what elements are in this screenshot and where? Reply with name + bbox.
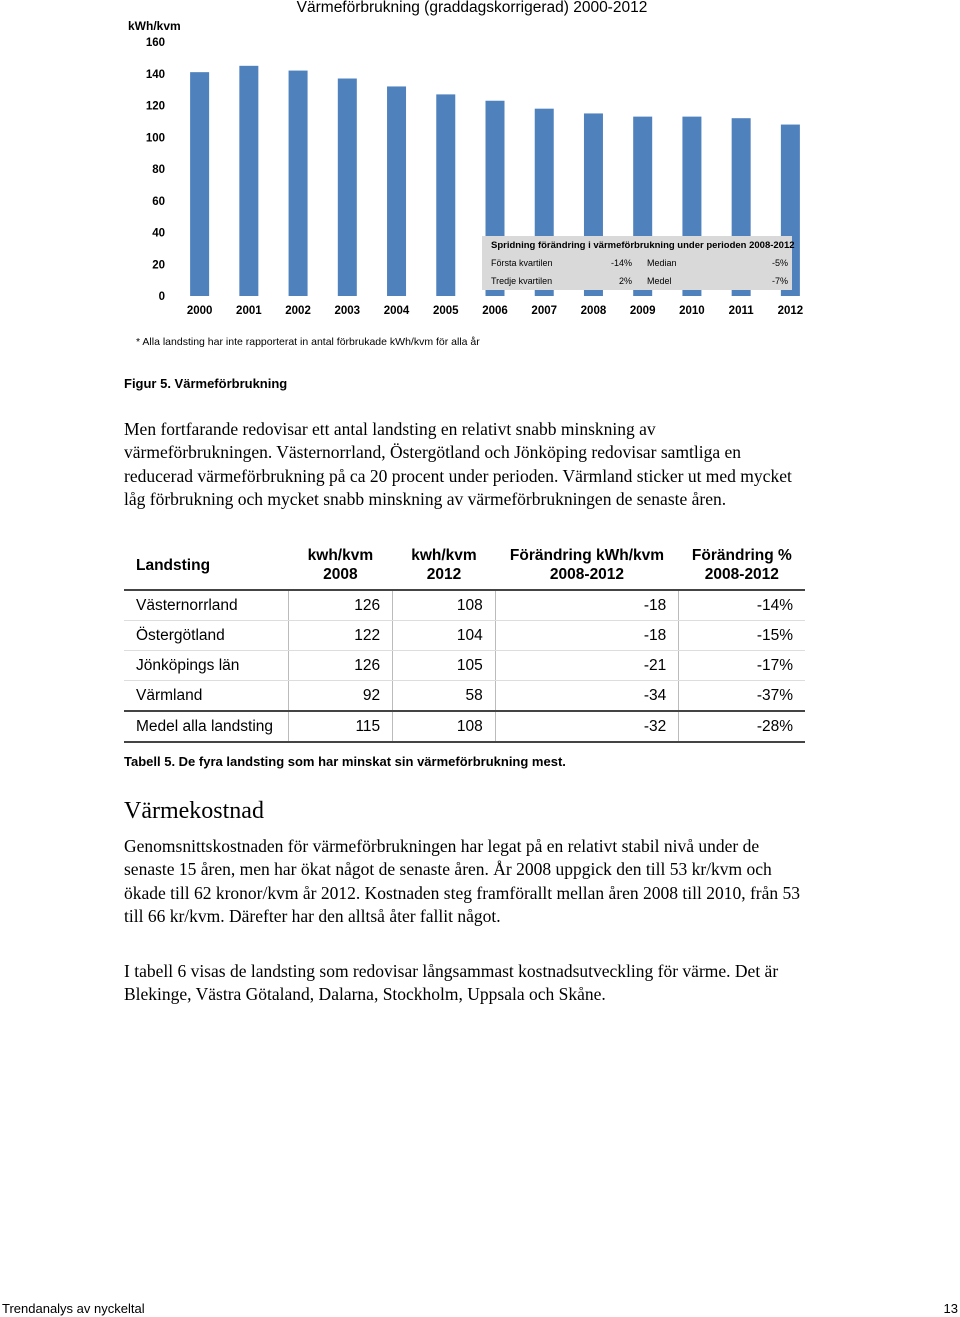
x-tick-label: 2006	[482, 305, 508, 317]
y-tick-label: 40	[152, 227, 165, 240]
table-cell: -34	[495, 681, 678, 712]
table-header-row	[124, 541, 805, 590]
bar-2004	[387, 86, 406, 296]
bar-2002	[289, 71, 308, 296]
table-cell: 105	[393, 651, 496, 681]
table-cell: 126	[288, 590, 393, 621]
spread-box-title: Spridning förändring i värmeförbrukning under perioden 2008-2012	[491, 240, 795, 251]
mean-value: -7%	[771, 276, 788, 286]
table-cell: 104	[393, 621, 496, 651]
heat-consumption-chart	[120, 0, 820, 330]
third-quartile-value: 2%	[618, 276, 632, 286]
body-paragraph-2: Genomsnittskostnaden för värmeförbrukningen har legat på en relativt stabil nivå under de senaste 15 åren, men har ökat något de senaste åren. År 2008 uppgick den till 53 kr/kvm och ökade till 62 kronor/kvm år 2012. Kostnaden steg framförallt mellan åren 2008 till 2010, från 53 till 66 kr/kvm. Därefter har den alltså åter fallit något.	[124, 836, 801, 926]
figure-caption: Figur 5. Värmeförbrukning	[124, 376, 288, 391]
bar-2005	[436, 94, 455, 296]
first-quartile-value: -14%	[610, 258, 632, 268]
table-cell: 108	[393, 711, 496, 742]
x-tick-label: 2010	[679, 305, 705, 317]
table-cell: Värmland	[124, 681, 288, 712]
mean-label: Medel	[647, 276, 672, 286]
table-row	[124, 621, 805, 651]
table-row-average	[124, 711, 805, 742]
x-tick-label: 2003	[334, 305, 361, 317]
bar-2001	[239, 66, 258, 296]
y-tick-label: 20	[152, 259, 165, 272]
chart-title: Värmeförbrukning (graddagskorrigerad) 2000-2012	[296, 0, 648, 16]
table-cell: Medel alla landsting	[124, 711, 288, 742]
table-cell: 115	[288, 711, 393, 742]
x-tick-label: 2009	[629, 305, 656, 317]
x-tick-label: 2000	[186, 305, 213, 317]
y-tick-label: 80	[152, 164, 165, 176]
table-cell: -37%	[679, 681, 805, 712]
table-cell: 58	[393, 681, 496, 712]
table-caption: Tabell 5. De fyra landsting som har minskat sin värmeförbrukning mest.	[124, 754, 566, 769]
table-cell: -18	[495, 621, 678, 651]
table-row	[124, 681, 805, 712]
x-tick-label: 2012	[777, 305, 804, 317]
bar-2000	[190, 72, 209, 296]
heating-reduction-table	[124, 541, 805, 743]
section-heading: Värmekostnad	[124, 798, 264, 824]
x-tick-label: 2011	[728, 305, 754, 317]
table-cell: Jönköpings län	[124, 651, 288, 681]
table-cell: 108	[393, 590, 496, 621]
table-cell: -28%	[679, 711, 805, 742]
third-quartile-label: Tredje kvartilen	[491, 276, 553, 286]
spread-info-box	[482, 236, 795, 290]
page-number: 13	[943, 1301, 958, 1316]
column-header: kwh/kvm 2008	[288, 541, 393, 590]
x-tick-label: 2002	[285, 305, 311, 317]
table-row	[124, 590, 805, 621]
y-tick-label: 120	[145, 100, 165, 113]
column-header: Landsting	[124, 541, 288, 590]
footer-document-title: Trendanalys av nyckeltal	[2, 1301, 145, 1316]
table-cell: Västernorrland	[124, 590, 288, 621]
y-tick-label: 100	[145, 132, 165, 145]
column-header: Förändring % 2008-2012	[679, 541, 805, 590]
table-cell: 122	[288, 621, 393, 651]
median-value: -5%	[771, 258, 788, 268]
chart-footnote: * Alla landsting har inte rapporterat in antal förbrukade kWh/kvm för alla år	[136, 336, 480, 348]
y-tick-label: 60	[152, 195, 165, 208]
y-axis-label: kWh/kvm	[128, 19, 181, 33]
table-cell: -32	[495, 711, 678, 742]
x-tick-label: 2005	[432, 305, 459, 317]
column-header: Förändring kWh/kvm 2008-2012	[495, 541, 678, 590]
body-paragraph-1: Men fortfarande redovisar ett antal landsting en relativt snabb minskning av värmeförbrukningen. Västernorrland, Östergötland och Jönköping redovisar samtliga en reducerad värmeförbrukning på ca 20 procent under perioden. Värmland sticker ut med mycket låg förbrukning och mycket snabb minskning av värmeförbrukningen de senaste åren.	[124, 419, 792, 509]
y-tick-label: 160	[145, 37, 165, 49]
body-paragraph-3: I tabell 6 visas de landsting som redovisar långsammast kostnadsutveckling för värme. Det är Blekinge, Västra Götaland, Dalarna, Stockholm, Uppsala och Skåne.	[124, 961, 779, 1005]
x-tick-label: 2004	[383, 305, 410, 317]
table-row	[124, 651, 805, 681]
table-cell: -14%	[679, 590, 805, 621]
x-tick-label: 2001	[236, 305, 262, 317]
table-cell: -18	[495, 590, 678, 621]
table-cell: 92	[288, 681, 393, 712]
y-tick-label: 140	[145, 68, 165, 81]
first-quartile-label: Första kvartilen	[491, 258, 553, 268]
table-cell: -17%	[679, 651, 805, 681]
table-cell: -21	[495, 651, 678, 681]
y-tick-label: 0	[158, 291, 165, 303]
bar-2003	[338, 79, 357, 296]
table-cell: Östergötland	[124, 621, 288, 651]
median-label: Median	[647, 258, 677, 268]
x-tick-label: 2007	[531, 305, 558, 317]
table-cell: 126	[288, 651, 393, 681]
column-header: kwh/kvm 2012	[393, 541, 496, 590]
table-cell: -15%	[679, 621, 805, 651]
x-tick-label: 2008	[580, 305, 607, 317]
